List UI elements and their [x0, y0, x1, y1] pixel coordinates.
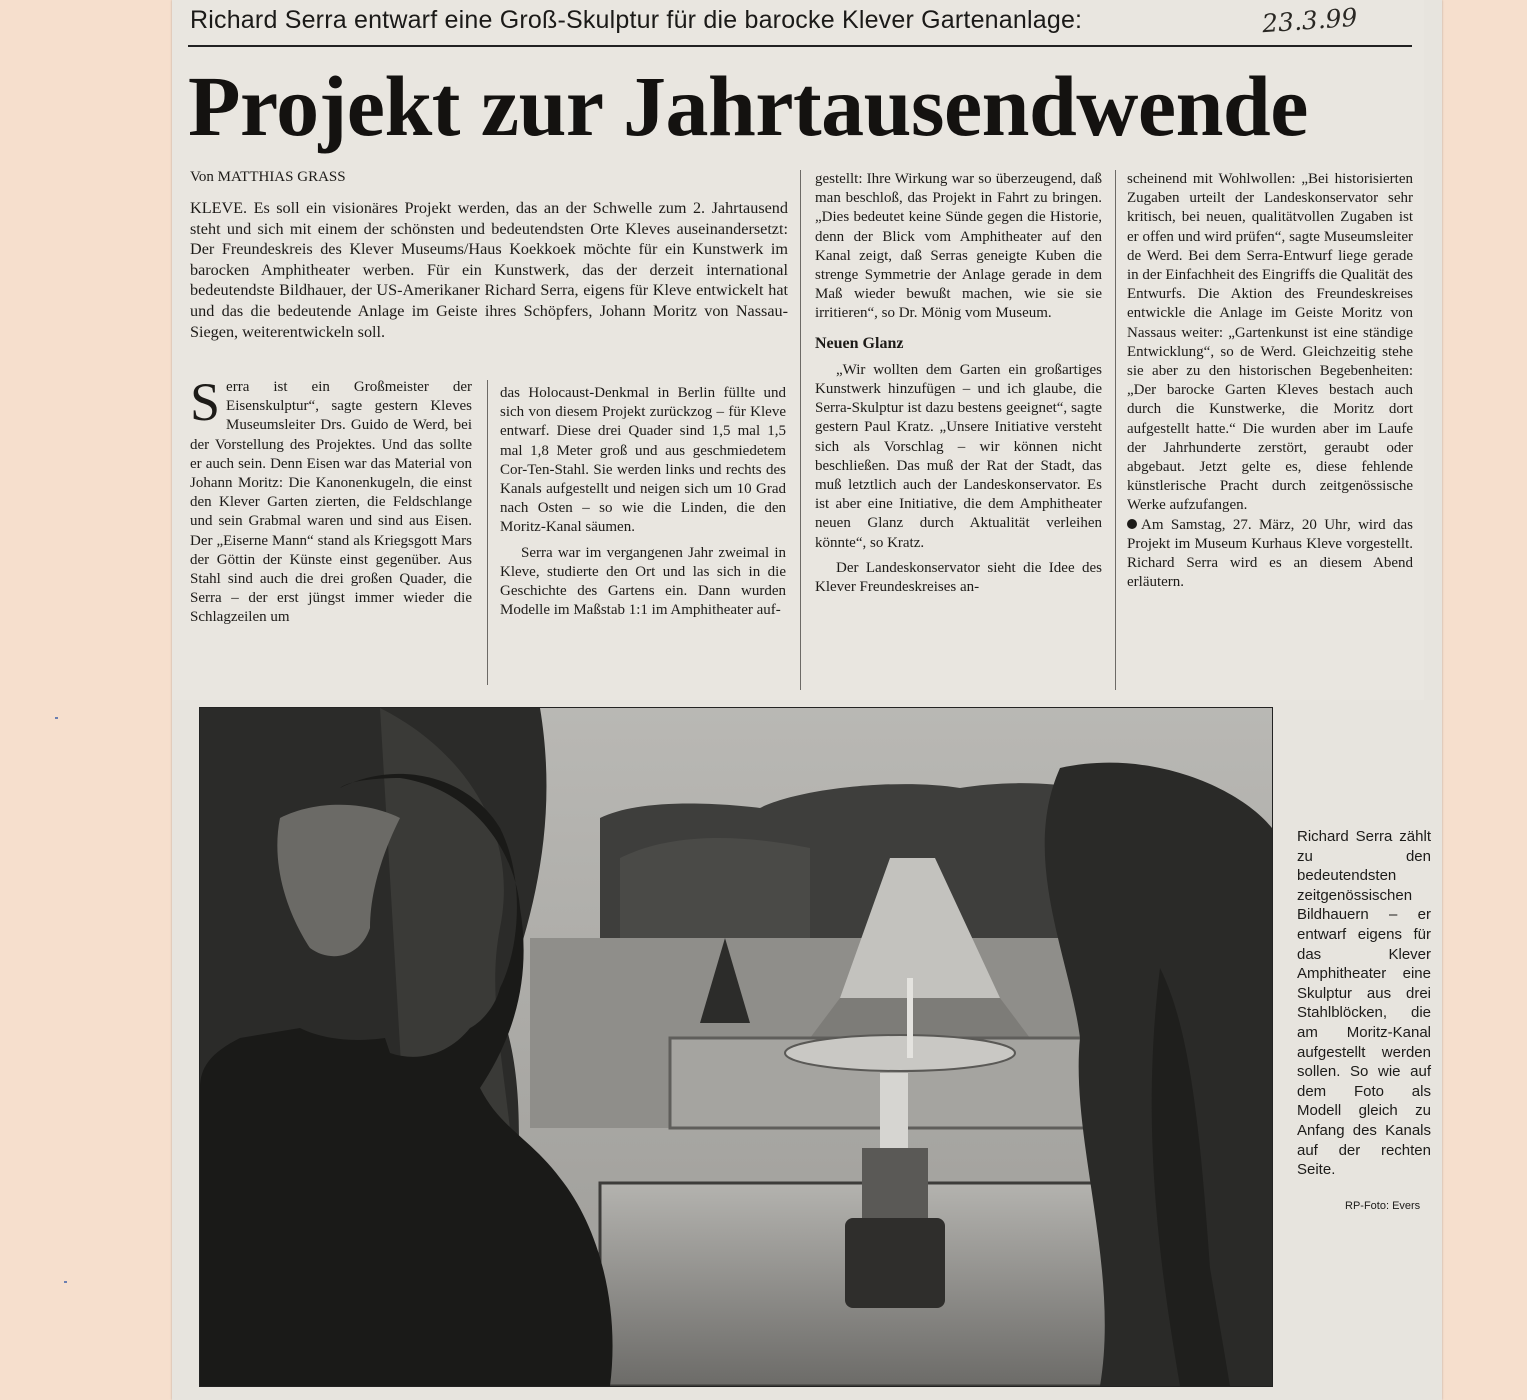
column-2-paragraph-2: Serra war im vergangenen Jahr zweimal in Kleve, studierte den Ort und las sich in die Geschichte des Gartens ein. Dann wurden Modelle im Maßstab 1:1 im Amphitheater auf- [500, 544, 786, 619]
drop-cap: S [190, 372, 221, 432]
kicker-rule [188, 45, 1412, 47]
photo-caption: Richard Serra zählt zu den bedeutendsten zeitgenössischen Bildhauern – er entwarf eigens für das Klever Amphitheater eine Skulptur aus drei Stahlblöcken, die am Moritz-Kanal aufgestellt werden sollen. So wie auf dem Foto als Modell gleich zu Anfang des Kanals auf der rechten Seite. [1297, 828, 1431, 1179]
kicker-line: Richard Serra entwarf eine Groß-Skulptur für die barocke Klever Gartenanlage: [190, 6, 1083, 34]
column-3-paragraph-1: gestellt: Ihre Wirkung war so überzeugend, daß man beschloß, das Projekt in Fahrt zu bringen. „Dies bedeutet keine Sünde gegen die Historie, denn der Blick vom Amphitheater auf den Kanal zeigt, daß Serras geneigte Kuben die strenge Symmetrie der Anlage gerade in dem Maß wieder bewußt machen, wie sie sie irritieren“, so Dr. Mönig vom Museum. [815, 171, 1102, 322]
subheading: Neuen Glanz [815, 334, 904, 352]
column-1-paragraph [190, 372, 472, 628]
column-3-paragraph-3: Der Landeskonservator sieht die Idee des Klever Freundeskreises an- [815, 559, 1102, 596]
article-column-4 [1127, 170, 1413, 592]
bullet-icon [1127, 519, 1137, 529]
article-photo [199, 707, 1273, 1387]
column-3-paragraph-2: „Wir wollten dem Garten ein großartiges Kunstwerk hinzufügen – und ich glaube, die Serra-Skulptur ist dazu bestens geeignet“, sagte gestern Paul Kratz. „Unsere Initiative versteht sich als Vorschlag – wir können nicht beschließen. Das muß der Rat der Stadt, das muß letztlich auch der Landeskonservator. Es ist aber eine Initiative, die dem Amphitheater neuen Glanz durch Aktualität verleihen könnte“, so Kratz. [815, 361, 1102, 551]
column-2-paragraph-1: das Holocaust-Denkmal in Berlin füllte und sich von diesem Projekt zurückzog – für Kleve entwarf. Diese drei Quader sind 1,5 mal 1,5 mal 1,8 Meter groß und aus geschmiedetem Cor-Ten-Stahl. Sie werden links und rechts des Kanals aufgestellt und neigen sich um 10 Grad nach Osten – so wie die Linden, die den Moritz-Kanal säumen. [500, 385, 786, 536]
column-divider [1115, 170, 1116, 690]
headline: Projekt zur Jahrtausendwende [188, 58, 1308, 154]
column-1-text: erra ist ein Großmeister der Eisenskulptur“, sagte gestern Kleves Museumsleiter Drs. Guido de Werd, bei der Vorstellung des Projektes. Und das sollte er auch sein. Denn Eisen war das Material von Johann Moritz: Die Kanonenkugeln, die einst den Klever Garten zierten, die Feldschlange und sein Grabmal waren und sind aus Eisen. Der „Eiserne Mann“ stand als Kriegsgott Mars der Göttin der Künste einst gegenüber. Aus Stahl sind auch die drei großen Quader, die Serra – der erst jüngst immer wieder die Schlagzeilen um [190, 379, 472, 626]
article-column-1 [190, 372, 472, 628]
lead-paragraph: KLEVE. Es soll ein visionäres Projekt werden, das an der Schwelle zum 2. Jahrtausend steht und sich mit einem der schönsten und bedeutendsten Orte Kleves auseinandersetzt: Der Freundeskreis des Klever Museums/Haus Koekkoek möchte für ein Kunstwerk im barocken Amphitheater werben. Für ein Kunstwerk, das der derzeit international bedeutendste Bildhauer, der US-Amerikaner Richard Serra, eigens für Kleve entwickelt hat und das die bedeutende Anlage im Geiste ihres Schöpfers, Johann Moritz von Nassau-Siegen, weiterentwickeln soll. [190, 199, 788, 341]
article-column-2 [500, 384, 786, 620]
article-column-3 [815, 170, 1102, 597]
column-divider [487, 380, 488, 685]
column-4-paragraph-2 [1127, 516, 1413, 593]
handwritten-date: 23.3.99 [1261, 2, 1359, 39]
column-divider [800, 170, 801, 690]
photo-credit: RP-Foto: Evers [1345, 1200, 1421, 1212]
garden-photo-illustration [200, 708, 1272, 1386]
column-4-paragraph-1: scheinend mit Wohlwollen: „Bei historisierten Zugaben urteilt der Landeskonservator sehr kritisch, bei neuen, qualitätvollen Zugaben ist er offen und wird prüfen“, sagte Museumsleiter de Werd. Bei dem Serra-Entwurf liege gerade in der Einfachheit des Eingriffs die Qualität des Entwurfs. Die Aktion des Freundeskreises entwickle die Anlage im Geiste Moritz von Nassaus weiter: „Gartenkunst ist eine ständige Entwicklung“, so de Werd. Gleichzeitig stehe sie aber zu den historischen Begebenheiten: „Der barocke Garten Kleves bestach auch durch die Kunstwerke, die Moritz dort aufgestellt hatte.“ Die wurden aber im Laufe der Jahrhunderte zerstört, geraubt oder abgebaut. Jetzt gelte es, diese fehlende künstlerische Pracht durch zeitgenössische Werke aufzufangen. [1127, 171, 1413, 514]
ink-dot [64, 1281, 67, 1283]
ink-dot [55, 717, 58, 719]
event-notice: Am Samstag, 27. März, 20 Uhr, wird das Projekt im Museum Kurhaus Kleve vorgestellt. Richard Serra wird es an diesem Abend erläutern. [1127, 516, 1413, 591]
byline: Von MATTHIAS GRASS [190, 169, 346, 185]
bleed-through-text [1425, 60, 1515, 660]
